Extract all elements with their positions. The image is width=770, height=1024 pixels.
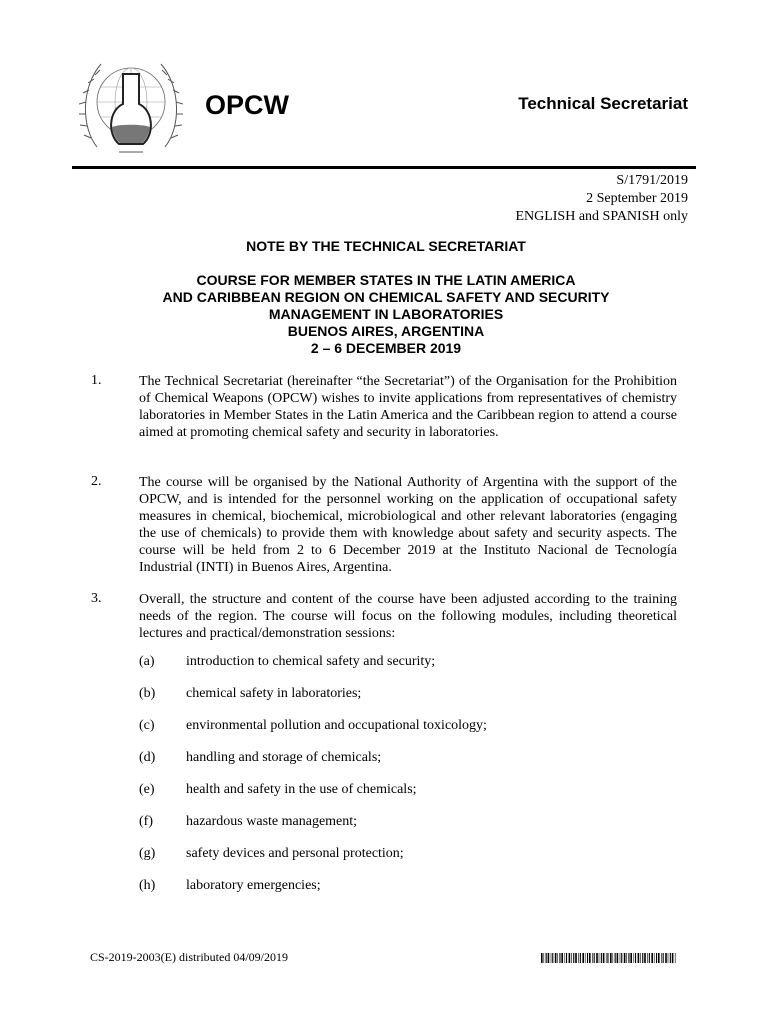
list-item: safety devices and personal protection; [186,846,404,861]
list-item: introduction to chemical safety and security; [186,654,436,669]
list-item: hazardous waste management; [186,814,358,829]
opcw-logo [79,52,183,162]
heading-line: MANAGEMENT IN LABORATORIES [268,306,504,322]
note-title: NOTE BY THE TECHNICAL SECRETARIAT [246,238,526,254]
paragraph-text: The Technical Secretariat (hereinafter “the Secretariat”) of the Organisation for the Prohibition of Chemical Weapons (OPCW) wishes to invite applications from representatives of chemistry laboratories in Member States in the Latin America and the Caribbean region to attend a course aimed at promoting chemical safety and security in laboratories. [139,374,677,440]
heading-line: AND CARIBBEAN REGION ON CHEMICAL SAFETY AND SECURITY [162,289,610,305]
header-divider [72,166,696,169]
list-item: environmental pollution and occupational toxicology; [186,718,487,733]
list-item-label: (h) [139,878,156,893]
list-item-label: (a) [139,654,155,669]
secretariat-title: Technical Secretariat [518,94,688,113]
list-item-label: (d) [139,750,156,765]
list-item: health and safety in the use of chemicals; [186,782,417,797]
heading-line: 2 – 6 DECEMBER 2019 [310,340,462,356]
document-languages: ENGLISH and SPANISH only [515,209,688,224]
list-item-label: (f) [139,814,153,829]
list-item: handling and storage of chemicals; [186,750,382,765]
list-item: chemical safety in laboratories; [186,686,362,701]
paragraph-number: 2. [91,474,102,489]
paragraph-number: 3. [91,591,102,606]
heading-line: COURSE FOR MEMBER STATES IN THE LATIN AMERICA [196,272,576,288]
heading-line: BUENOS AIRES, ARGENTINA [287,323,485,339]
course-heading [80,272,692,357]
paragraph-text: Overall, the structure and content of the course have been adjusted according to the training needs of the region. The course will focus on the following modules, including theoretical lectures and practical/demonstration sessions: [139,592,677,641]
document-date: 2 September 2019 [586,191,688,206]
list-item-label: (e) [139,782,155,797]
paragraph-text: The course will be organised by the National Authority of Argentina with the support of the OPCW, and is intended for the personnel working on the application of occupational safety measures in chemical, biochemical, microbiological and other relevant laboratories (engaging the use of chemicals) to provide them with knowledge about safety and security aspects. The course will be held from 2 to 6 December 2019 at the Instituto Nacional de Tecnología Industrial (INTI) in Buenos Aires, Argentina. [139,475,677,575]
document-number: S/1791/2019 [616,173,688,188]
paragraph-number: 1. [91,373,102,388]
list-item: laboratory emergencies; [186,878,321,893]
org-name: OPCW [205,90,289,120]
list-item-label: (c) [139,718,155,733]
list-item-label: (b) [139,686,156,701]
list-item-label: (g) [139,846,156,861]
distribution-footer: CS-2019-2003(E) distributed 04/09/2019 [90,950,288,964]
barcode [541,953,676,963]
